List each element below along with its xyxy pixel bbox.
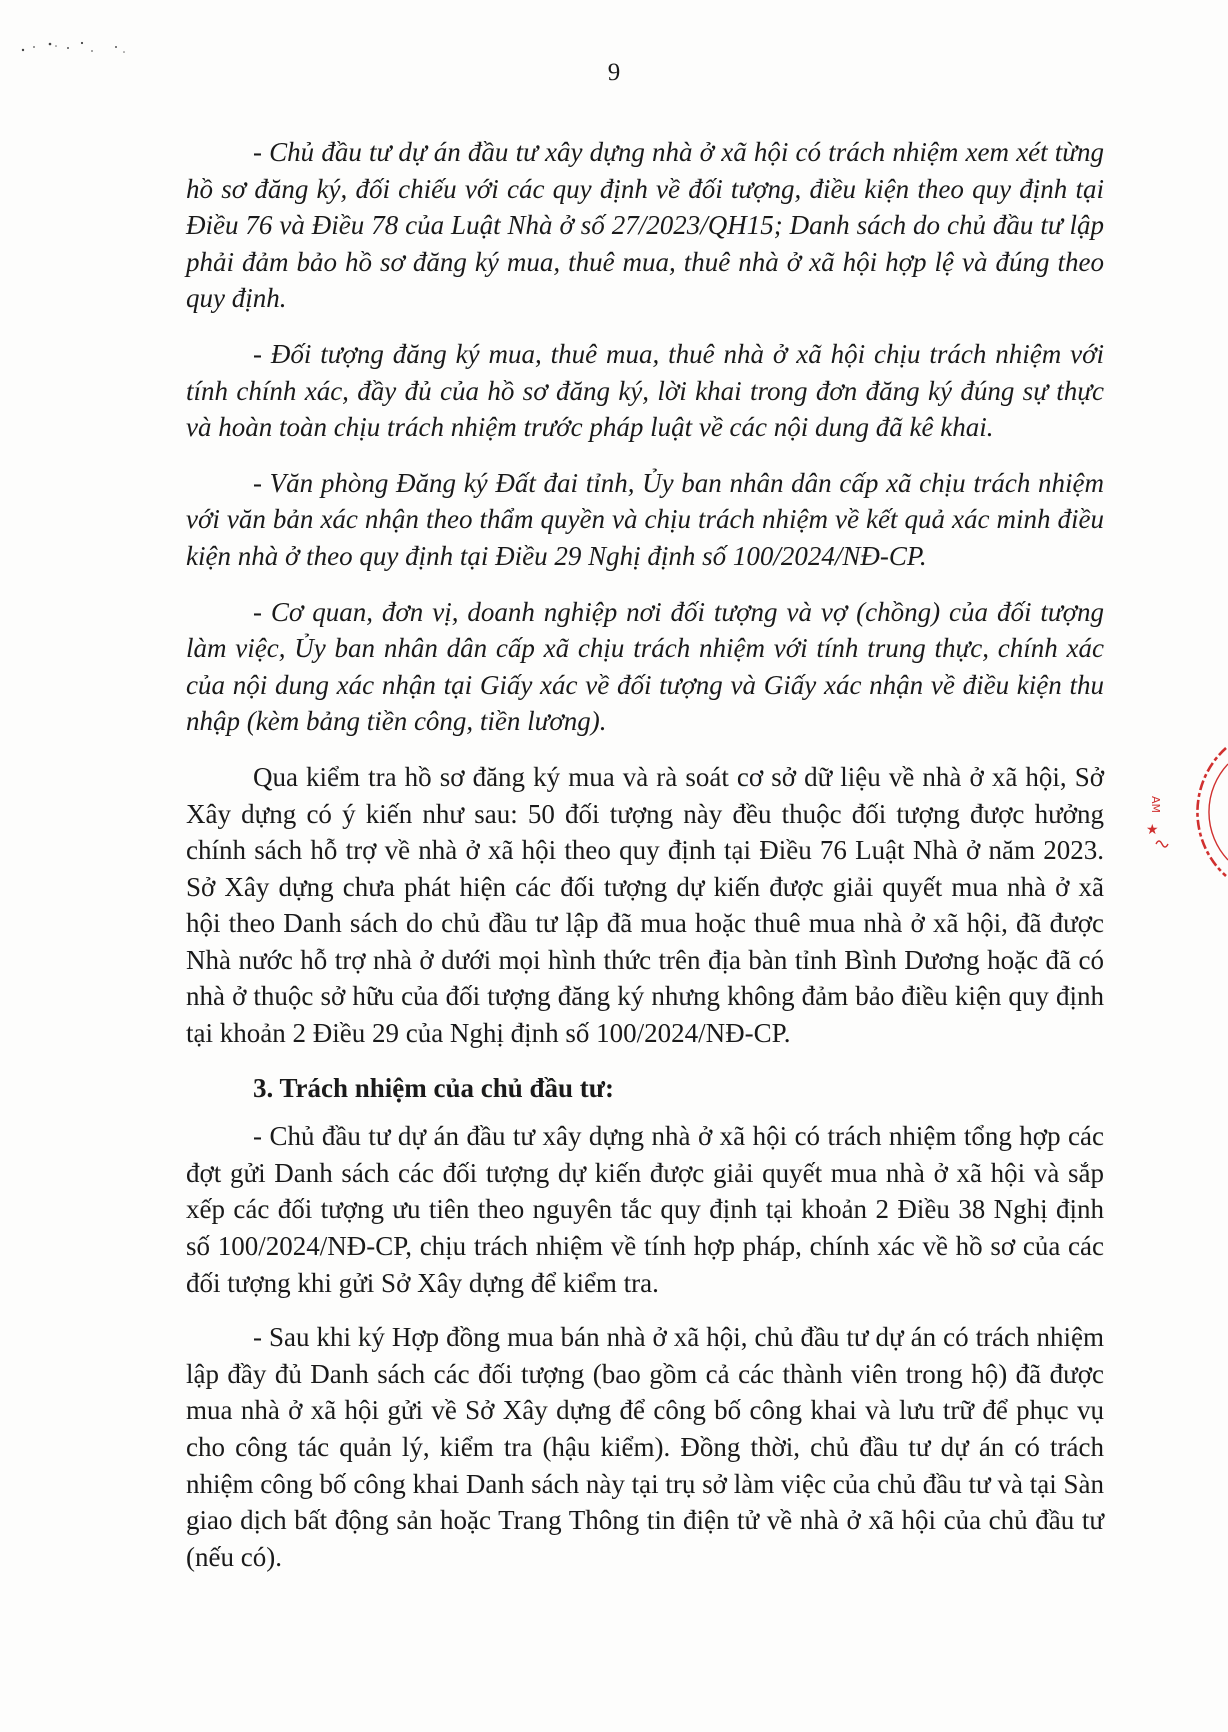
responsibility-employer: - Cơ quan, đơn vị, doanh nghiệp nơi đối tượng và vợ (chồng) của đối tượng làm việc, Ủy ban nhân dân cấp xã chịu trách nhiệm với tính trung thực, chính xác của nội dung xác nhận tại Giấy xác về đối tượng và Giấy xác nhận về điều kiện thu nhập (kèm bảng tiền công, tiền lương). [186, 596, 1104, 737]
investor-duty-publish: - Sau khi ký Hợp đồng mua bán nhà ở xã hội, chủ đầu tư dự án có trách nhiệm lập đầy đủ Danh sách các đối tượng (bao gồm cả các thành viên trong hộ) đã được mua nhà ở xã hội gửi về Sở Xây dựng để công bố công khai và lưu trữ để phục vụ cho công tác quản lý, kiểm tra (hậu kiểm). Đồng thời, chủ đầu tư dự án có trách nhiệm công bố công khai Danh sách này tại trụ sở làm việc của chủ đầu tư và tại Sàn giao dịch bất động sản hoặc Trang Thông tin điện tử về nhà ở xã hội của chủ đầu tư (nếu có). [186, 1322, 1104, 1572]
scan-specks [20, 38, 130, 60]
responsibility-land-office: - Văn phòng Đăng ký Đất đai tỉnh, Ủy ban nhân dân cấp xã chịu trách nhiệm với văn bản xác nhận theo thẩm quyền và chịu trách nhiệm về kết quả xác minh điều kiện nhà ở theo quy định tại Điều 29 Nghị định số 100/2024/NĐ-CP. [186, 467, 1104, 571]
red-seal-stamp-edge [1116, 740, 1228, 880]
review-conclusion-paragraph: Qua kiểm tra hồ sơ đăng ký mua và rà soát cơ sở dữ liệu về nhà ở xã hội, Sở Xây dựng có ý kiến như sau: 50 đối tượng này đều thuộc đối tượng được hưởng chính sách hỗ trợ về nhà ở xã hội theo quy định tại Điều 76 Luật Nhà ở năm 2023. Sở Xây dựng chưa phát hiện các đối tượng dự kiến được giải quyết mua nhà ở xã hội theo Danh sách do chủ đầu tư lập đã mua hoặc thuê mua nhà ở xã hội, đã được Nhà nước hỗ trợ nhà ở dưới mọi hình thức trên địa bàn tỉnh Bình Dương hoặc đã có nhà ở thuộc sở hữu của đối tượng đăng ký nhưng không đảm bảo điều kiện quy định tại khoản 2 Điều 29 của Nghị định số 100/2024/NĐ-CP. [186, 761, 1104, 1049]
svg-text:AM: AM [1149, 796, 1162, 814]
page-number: 9 [607, 59, 621, 86]
investor-duty-compile: - Chủ đầu tư dự án đầu tư xây dựng nhà ở xã hội có trách nhiệm tổng hợp các đợt gửi Danh sách các đối tượng dự kiến được giải quyết mua nhà ở xã hội và sắp xếp các đối tượng ưu tiên theo nguyên tắc quy định tại khoản 2 Điều 38 Nghị định số 100/2024/NĐ-CP, chịu trách nhiệm về tính hợp pháp, chính xác về hồ sơ của các đối tượng khi gửi Sở Xây dựng để kiểm tra. [186, 1121, 1104, 1298]
responsibility-applicant: - Đối tượng đăng ký mua, thuê mua, thuê nhà ở xã hội chịu trách nhiệm với tính chính xác, đầy đủ của hồ sơ đăng ký, lời khai trong đơn đăng ký đúng sự thực và hoàn toàn chịu trách nhiệm trước pháp luật về các nội dung đã kê khai. [186, 338, 1104, 443]
section-heading: 3. Trách nhiệm của chủ đầu tư: [253, 1072, 614, 1103]
svg-text:★: ★ [1146, 822, 1159, 838]
responsibility-investor-review: - Chủ đầu tư dự án đầu tư xây dựng nhà ở xã hội có trách nhiệm xem xét từng hồ sơ đăng ký, đối chiếu với các quy định về đối tượng, điều kiện theo quy định tại Điều 76 và Điều 78 của Luật Nhà ở số 27/2023/QH15; Danh sách do chủ đầu tư lập phải đảm bảo hồ sơ đăng ký mua, thuê mua, thuê nhà ở xã hội hợp lệ và đúng theo quy định. [186, 137, 1104, 314]
document-body [186, 134, 1104, 1575]
